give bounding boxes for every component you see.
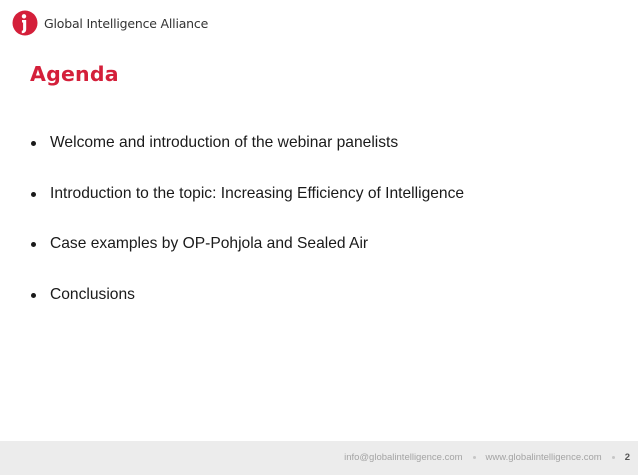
gia-logo-icon [12,10,38,36]
agenda-item-text: Case examples by OP-Pohjola and Sealed Air [50,235,369,252]
bullet-icon [31,141,36,146]
brand-name: Global Intelligence Alliance [44,15,209,31]
page-number: 2 [624,452,630,463]
slide-title: Agenda [30,62,119,86]
agenda-item-text: Conclusions [50,285,135,303]
bullet-icon [31,192,36,197]
footer-website[interactable]: www.globalintelligence.com [485,452,602,463]
footer-contact [344,452,630,463]
footer-email[interactable]: info@globalintelligence.com [344,452,463,463]
footer-bar [0,441,638,475]
agenda-item [30,183,464,234]
bullet-icon [31,242,36,247]
bullet-icon [31,293,36,298]
agenda-item [30,233,464,284]
separator-dot-icon [473,456,476,459]
brand-logo [12,10,208,36]
agenda-item [30,132,464,183]
agenda-item [30,284,464,335]
agenda-item-text: Welcome and introduction of the webinar panelists [50,134,399,151]
agenda-list [30,132,464,334]
agenda-item-text: Introduction to the topic: Increasing Efficiency of Intelligence [50,184,465,202]
separator-dot-icon [612,456,615,459]
